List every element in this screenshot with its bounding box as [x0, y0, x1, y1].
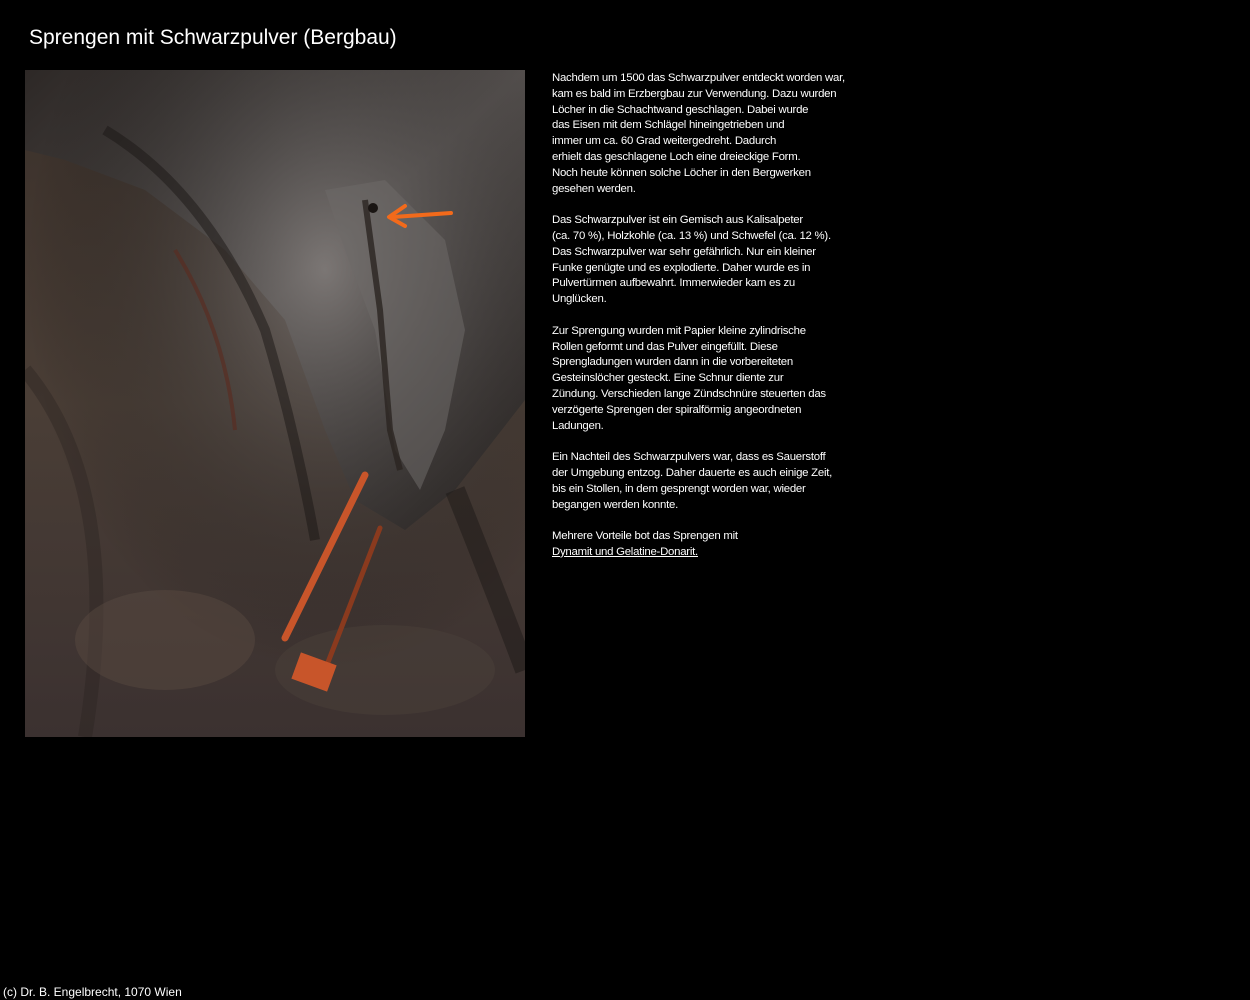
paragraph-composition: Das Schwarzpulver ist ein Gemisch aus Kalisalpeter (ca. 70 %), Holzkohle (ca. 13 %) und Schwefel (ca. 12 %). Das Schwarzpulver war sehr gefährlich. Nur ein kleiner Funke genügte und es explodierte. Daher wurde es in Pulvertürmen aufbewahrt. Immerwieder kam es zu Unglücken.: [552, 214, 831, 306]
paragraph-history: Nachdem um 1500 das Schwarzpulver entdeckt worden war, kam es bald im Erzbergbau zur Verwendung. Dazu wurden Löcher in die Schachtwand geschlagen. Dabei wurde das Eisen mit dem Schlägel hineingetrieben und immer um ca. 60 Grad weitergedreht. Dadurch erhielt das geschlagene Loch eine dreieckige Form. Noch heute können solche Löcher in den Bergwerken gesehen werden.: [552, 72, 845, 195]
article-text: [552, 71, 892, 577]
page-title: Sprengen mit Schwarzpulver (Bergbau): [29, 26, 397, 49]
advantages-text: Mehrere Vorteile bot das Sprengen mit: [552, 530, 738, 543]
paragraph-disadvantage: Ein Nachteil des Schwarzpulvers war, dass es Sauerstoff der Umgebung entzog. Daher dauerte es auch einige Zeit, bis ein Stollen, in dem gesprengt worden war, wieder begangen werden konnte.: [552, 451, 833, 511]
dynamite-link[interactable]: Dynamit und Gelatine-Donarit.: [552, 545, 698, 558]
paragraph-procedure: Zur Sprengung wurden mit Papier kleine zylindrische Rollen geformt und das Pulver eingefüllt. Diese Sprengladungen wurden dann in die vorbereiteten Gesteinslöcher gesteckt. Eine Schnur diente zur Zündung. Verschieden lange Zündschnüre steuerten das verzögerte Sprengen der spiralförmig angeordneten Ladungen.: [552, 324, 826, 432]
mine-wall-photo: [25, 70, 525, 737]
copyright-footer: (c) Dr. B. Engelbrecht, 1070 Wien: [3, 985, 182, 999]
drill-hole: [368, 203, 378, 213]
paragraph-advantages: [552, 529, 892, 561]
